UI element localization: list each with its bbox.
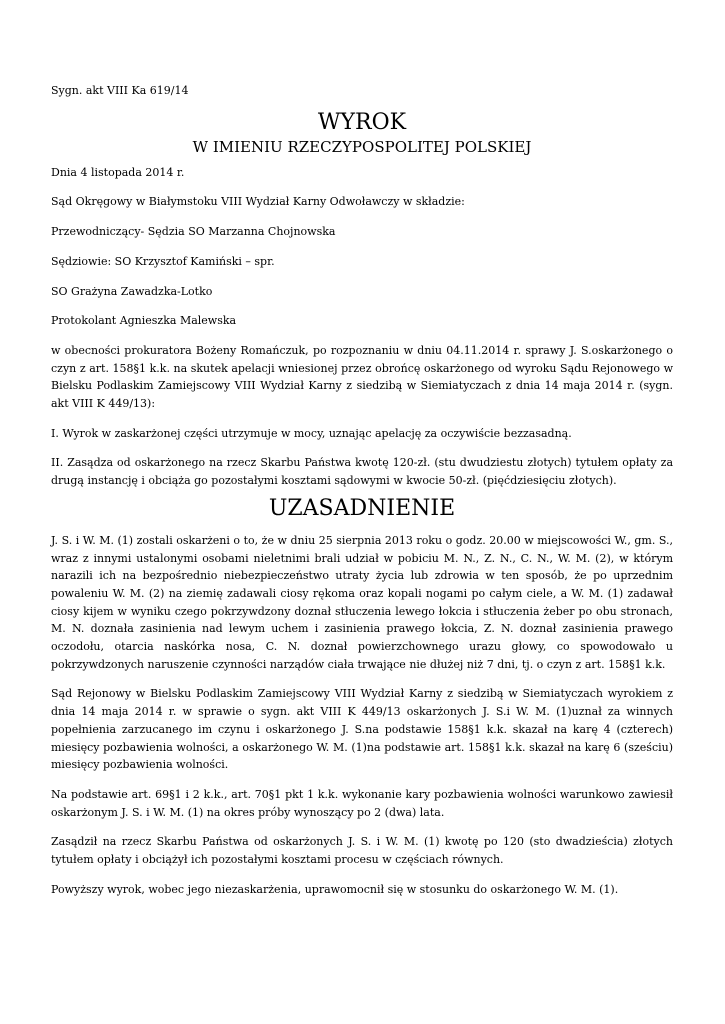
judge-second: SO Grażyna Zawadzka-Lotko: [51, 284, 213, 298]
judgment-date: Dnia 4 listopada 2014 r.: [51, 165, 185, 179]
justification-paragraph: Zasądził na rzecz Skarbu Państwa od oskarżonych J. S. i W. M. (1) kwotę po 120 (sto dwadzieścia) złotych tytułem opłaty i obciążył ich pozostałymi kosztami procesu w częściach równych.: [51, 835, 673, 867]
justification-paragraph: Sąd Rejonowy w Bielsku Podlaskim Zamiejscowy VIII Wydział Karny z siedzibą w Siemiatyczach wyrokiem z dnia 14 maja 2014 r. w sprawie o sygn. akt VIII K 449/13 oskarżonych J. S.i W. M. (1)uznał za winnych popełnienia zarzucanego im czynu i oskarżonego J. S.na podstawie 158§1 k.k. skazał na karę 4 (czterech) miesięcy pozbawienia wolności, a oskarżonego W. M. (1)na podstawie art. 158§1 k.k. skazał na karę 6 (sześciu) miesięcy pozbawienia wolności.: [51, 687, 673, 772]
court-composition: Sąd Okręgowy w Białymstoku VIII Wydział Karny Odwoławczy w składzie:: [51, 195, 465, 209]
judges: Sędziowie: SO Krzysztof Kamiński – spr.: [51, 254, 275, 268]
document-body: [51, 82, 673, 911]
ruling-point-1: I. Wyrok w zaskarżonej części utrzymuje w mocy, uznając apelację za oczywiście bezzasadną.: [51, 426, 572, 440]
justification-paragraph: Na podstawie art. 69§1 i 2 k.k., art. 70§1 pkt 1 k.k. wykonanie kary pozbawienia wolności warunkowo zawiesił oskarżonym J. S. i W. M. (1) na okres próby wynoszący po 2 (dwa) lata.: [51, 787, 673, 819]
document-subtitle: W IMIENIU RZECZYPOSPOLITEJ POLSKIEJ: [192, 137, 532, 156]
judgment-intro: w obecności prokuratora Bożeny Romańczuk, po rozpoznaniu w dniu 04.11.2014 r. sprawy J. S.oskarżonego o czyn z art. 158§1 k.k. na skutek apelacji wniesionej przez obrońcę oskarżonego od wyroku Sądu Rejonowego w Bielsku Podlaskim Zamiejscowy VIII Wydział Karny z siedzibą w Siemiatyczach z dnia 14 maja 2014 r. (sygn. akt VIII K 449/13):: [51, 343, 673, 411]
ruling-point-2: II. Zasądza od oskarżonego na rzecz Skarbu Państwa kwotę 120-zł. (stu dwudziestu złotych) tytułem opłaty za drugą instancję i obciąża go pozostałymi kosztami sądowymi w kwocie 50-zł. (pięćdziesięciu złotych).: [51, 456, 673, 488]
presiding-judge: Przewodniczący- Sędzia SO Marzanna Chojnowska: [51, 225, 336, 239]
justification-paragraph: Powyższy wyrok, wobec jego niezaskarżenia, uprawomocnił się w stosunku do oskarżonego W. M. (1).: [51, 882, 619, 896]
court-clerk: Protokolant Agnieszka Malewska: [51, 314, 237, 328]
justification-paragraph: J. S. i W. M. (1) zostali oskarżeni o to, że w dniu 25 sierpnia 2013 roku o godz. 20.00 w miejscowości W., gm. S., wraz z innymi ustalonymi osobami nieletnimi brali udział w pobiciu M. N., Z. N., C. N., W. M. (2), w którym narazili ich na bezpośrednio niebezpieczeństwo utraty życia lub zdrowia w ten sposób, że po uprzednim powaleniu W. M. (2) na ziemię zadawali ciosy rękoma oraz kopali nogami po całym ciele, a W. M. (1) zadawał ciosy kijem w wyniku czego pokrzywdzony doznał stłuczenia lewego łokcia i stłuczenia żeber po obu stronach, M. N. doznała zasinienia nad lewym uchem i zasinienia prawego łokcia, Z. N. doznał zasinienia prawego oczodołu, otarcia naskórka nosa, C. N. doznał powierzchownego urazu głowy, co spowodowało u pokrzywdzonych naruszenie czynności narządów ciała trwające nie dłużej niż 7 dni, tj. o czyn z art. 158§1 k.k.: [51, 533, 673, 671]
justification-title: UZASADNIENIE: [268, 495, 456, 521]
case-number: Sygn. akt VIII Ka 619/14: [51, 84, 189, 97]
document-title: WYROK: [317, 109, 407, 135]
